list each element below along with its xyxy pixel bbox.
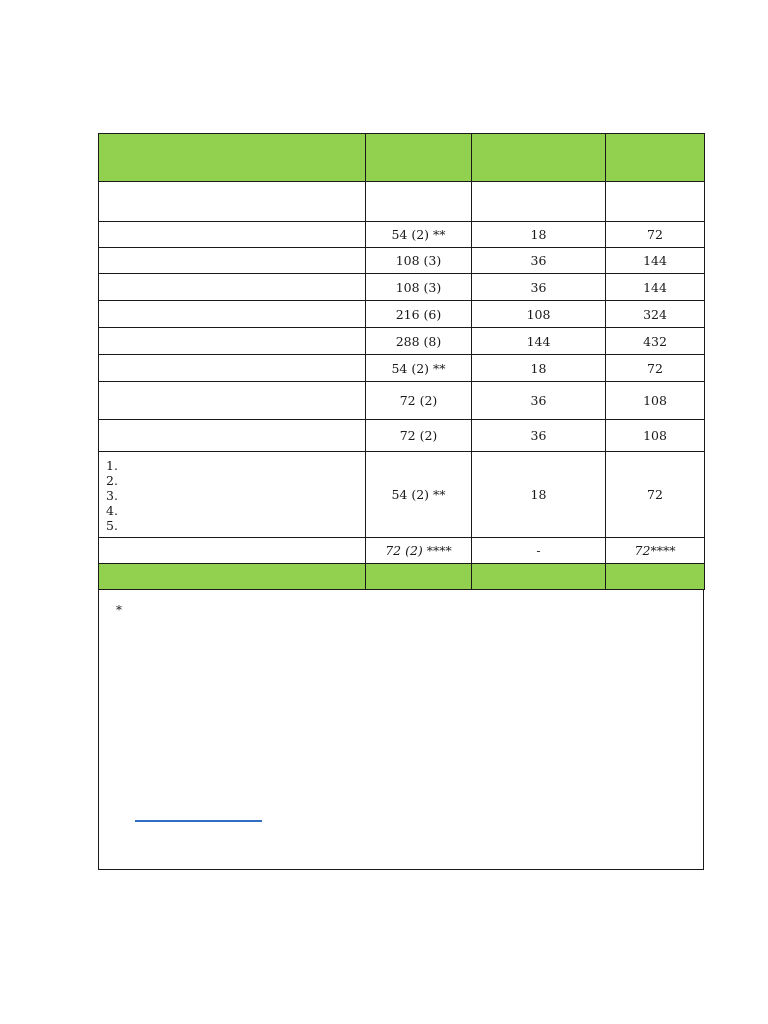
total-cell: 108 <box>606 420 705 452</box>
hours-cell: 108 (3) <box>366 274 472 301</box>
subheader-row <box>99 182 705 222</box>
list-number: 4. <box>106 503 118 518</box>
hours-cell: 54 (2) ** <box>366 452 472 538</box>
table-row <box>99 355 705 382</box>
hours-cell: 36 <box>472 248 606 274</box>
hours-cell: 18 <box>472 222 606 248</box>
list-number: 5. <box>106 518 118 533</box>
row-label <box>99 420 366 452</box>
header-cell <box>472 134 606 182</box>
table-row <box>99 328 705 355</box>
table-row <box>99 222 705 248</box>
total-cell: 72 <box>606 222 705 248</box>
hours-cell: 36 <box>472 274 606 301</box>
table-row <box>99 248 705 274</box>
hours-cell: 108 (3) <box>366 248 472 274</box>
hours-cell: 36 <box>472 382 606 420</box>
header-row <box>99 134 705 182</box>
row-label <box>99 382 366 420</box>
curriculum-table <box>98 133 705 590</box>
total-cell: 72 <box>606 452 705 538</box>
subheader-cell <box>366 182 472 222</box>
hours-cell: 144 <box>472 328 606 355</box>
row-label <box>99 301 366 328</box>
total-cell: 324 <box>606 301 705 328</box>
hours-cell: - <box>472 538 606 564</box>
row-label <box>99 355 366 382</box>
total-cell: 144 <box>606 248 705 274</box>
row-label <box>99 248 366 274</box>
total-row <box>99 564 705 590</box>
hours-cell: 288 (8) <box>366 328 472 355</box>
numbered-list <box>106 458 365 533</box>
header-cell <box>99 134 366 182</box>
subheader-cell <box>606 182 705 222</box>
hyperlink-underline[interactable] <box>135 820 262 822</box>
hours-cell: 72 (2) **** <box>366 538 472 564</box>
hours-cell: 72 (2) <box>366 382 472 420</box>
hours-cell: 18 <box>472 355 606 382</box>
total-cell: 72**** <box>606 538 705 564</box>
table-row <box>99 274 705 301</box>
hours-cell: 18 <box>472 452 606 538</box>
list-number: 3. <box>106 488 118 503</box>
table-row <box>99 301 705 328</box>
notes-box <box>98 589 704 870</box>
list-number: 1. <box>106 458 118 473</box>
row-label <box>99 274 366 301</box>
list-number: 2. <box>106 473 118 488</box>
total-cell: 144 <box>606 274 705 301</box>
total-row-cell <box>606 564 705 590</box>
table-row <box>99 420 705 452</box>
subheader-cell <box>99 182 366 222</box>
hours-cell: 108 <box>472 301 606 328</box>
numbered-list-cell <box>99 452 366 538</box>
row-label <box>99 538 366 564</box>
header-cell <box>606 134 705 182</box>
row-label <box>99 222 366 248</box>
total-cell: 72 <box>606 355 705 382</box>
hours-cell: 36 <box>472 420 606 452</box>
total-row-cell <box>99 564 366 590</box>
subheader-cell <box>472 182 606 222</box>
total-cell: 432 <box>606 328 705 355</box>
numbered-list-row <box>99 452 705 538</box>
hours-cell: 54 (2) ** <box>366 355 472 382</box>
italic-row <box>99 538 705 564</box>
hours-cell: 216 (6) <box>366 301 472 328</box>
total-cell: 108 <box>606 382 705 420</box>
row-label <box>99 328 366 355</box>
total-row-cell <box>366 564 472 590</box>
hours-cell: 72 (2) <box>366 420 472 452</box>
header-cell <box>366 134 472 182</box>
total-row-cell <box>472 564 606 590</box>
footnote-marker: * <box>116 603 122 617</box>
table-row <box>99 382 705 420</box>
hours-cell: 54 (2) ** <box>366 222 472 248</box>
